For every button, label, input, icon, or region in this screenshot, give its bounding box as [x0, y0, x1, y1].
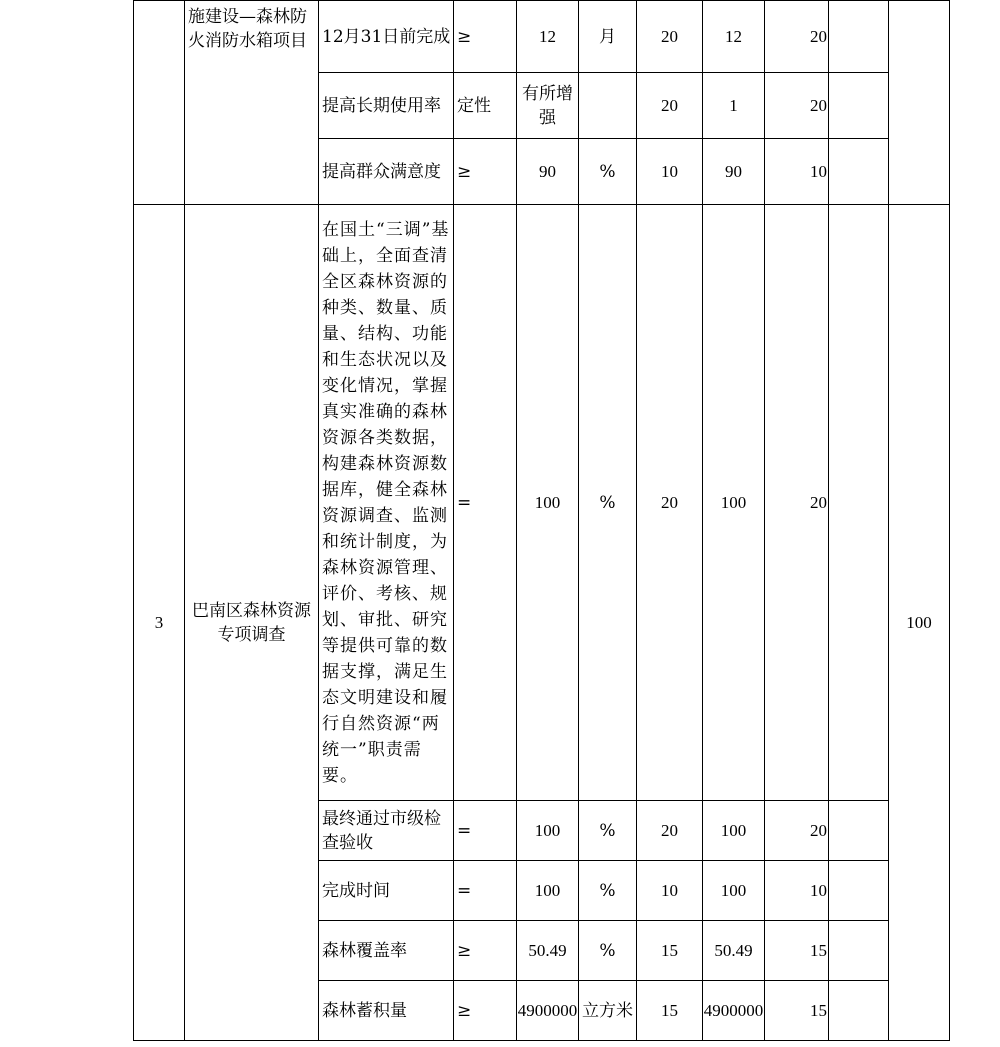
indicator-cell: 完成时间 — [319, 861, 454, 921]
remark-cell — [829, 921, 889, 981]
unit-cell: % — [579, 921, 637, 981]
table-row — [134, 205, 950, 801]
score-cell: 20 — [765, 801, 829, 861]
target-value-cell: 12 — [517, 1, 579, 73]
indicator-cell: 最终通过市级检查验收 — [319, 801, 454, 861]
unit-cell: % — [579, 205, 637, 801]
performance-table — [133, 0, 950, 1041]
actual-value-cell: 12 — [703, 1, 765, 73]
actual-value-cell: 100 — [703, 801, 765, 861]
weight-cell: 15 — [637, 981, 703, 1041]
score-cell: 20 — [765, 73, 829, 139]
weight-cell: 10 — [637, 139, 703, 205]
unit-cell: % — [579, 139, 637, 205]
weight-cell: 15 — [637, 921, 703, 981]
operator-cell: ≥ — [454, 981, 517, 1041]
target-value-cell: 100 — [517, 205, 579, 801]
actual-value-cell: 100 — [703, 861, 765, 921]
operator-cell: = — [454, 861, 517, 921]
remark-cell — [829, 73, 889, 139]
weight-cell: 20 — [637, 801, 703, 861]
operator-cell: ≥ — [454, 1, 517, 73]
unit-cell: % — [579, 861, 637, 921]
score-cell: 15 — [765, 981, 829, 1041]
indicator-cell: 提高长期使用率 — [319, 73, 454, 139]
remark-cell — [829, 139, 889, 205]
table-row — [134, 1, 950, 73]
actual-value-cell: 1 — [703, 73, 765, 139]
unit-cell: 月 — [579, 1, 637, 73]
score-cell: 10 — [765, 861, 829, 921]
operator-cell: = — [454, 801, 517, 861]
weight-cell: 20 — [637, 73, 703, 139]
total-cell — [889, 1, 950, 205]
remark-cell — [829, 861, 889, 921]
indicator-cell: 森林蓄积量 — [319, 981, 454, 1041]
score-cell: 15 — [765, 921, 829, 981]
indicator-cell: 提高群众满意度 — [319, 139, 454, 205]
target-value-cell: 50.49 — [517, 921, 579, 981]
indicator-cell: 在国土“三调”基础上，全面查清全区森林资源的种类、数量、质量、结构、功能和生态状况以及变化情况，掌握真实准确的森林资源各类数据，构建森林资源数据库，健全森林资源调查、监测和统计制度，为森林资源管理、评价、考核、规划、审批、研究等提供可靠的数据支撑，满足生态文明建设和履行自然资源“两统一”职责需要。 — [319, 205, 454, 801]
score-cell: 10 — [765, 139, 829, 205]
project-name-cell: 巴南区森林资源专项调查 — [185, 205, 319, 1041]
weight-cell: 10 — [637, 861, 703, 921]
target-value-cell: 100 — [517, 861, 579, 921]
remark-cell — [829, 981, 889, 1041]
actual-value-cell: 50.49 — [703, 921, 765, 981]
operator-cell: 定性 — [454, 73, 517, 139]
target-value-cell: 4900000 — [517, 981, 579, 1041]
seq-cell — [134, 1, 185, 205]
remark-cell — [829, 205, 889, 801]
actual-value-cell: 4900000 — [703, 981, 765, 1041]
indicator-cell: 森林覆盖率 — [319, 921, 454, 981]
weight-cell: 20 — [637, 1, 703, 73]
seq-cell: 3 — [134, 205, 185, 1041]
target-value-cell: 有所增强 — [517, 73, 579, 139]
unit-cell: % — [579, 801, 637, 861]
operator-cell: ≥ — [454, 139, 517, 205]
operator-cell: = — [454, 205, 517, 801]
operator-cell: ≥ — [454, 921, 517, 981]
remark-cell — [829, 801, 889, 861]
actual-value-cell: 90 — [703, 139, 765, 205]
score-cell: 20 — [765, 1, 829, 73]
target-value-cell: 90 — [517, 139, 579, 205]
total-cell: 100 — [889, 205, 950, 1041]
unit-cell: 立方米 — [579, 981, 637, 1041]
unit-cell — [579, 73, 637, 139]
weight-cell: 20 — [637, 205, 703, 801]
remark-cell — [829, 1, 889, 73]
target-value-cell: 100 — [517, 801, 579, 861]
actual-value-cell: 100 — [703, 205, 765, 801]
indicator-cell: 12月31日前完成 — [319, 1, 454, 73]
score-cell: 20 — [765, 205, 829, 801]
project-name-cell: 施建设—森林防火消防水箱项目 — [185, 1, 319, 205]
